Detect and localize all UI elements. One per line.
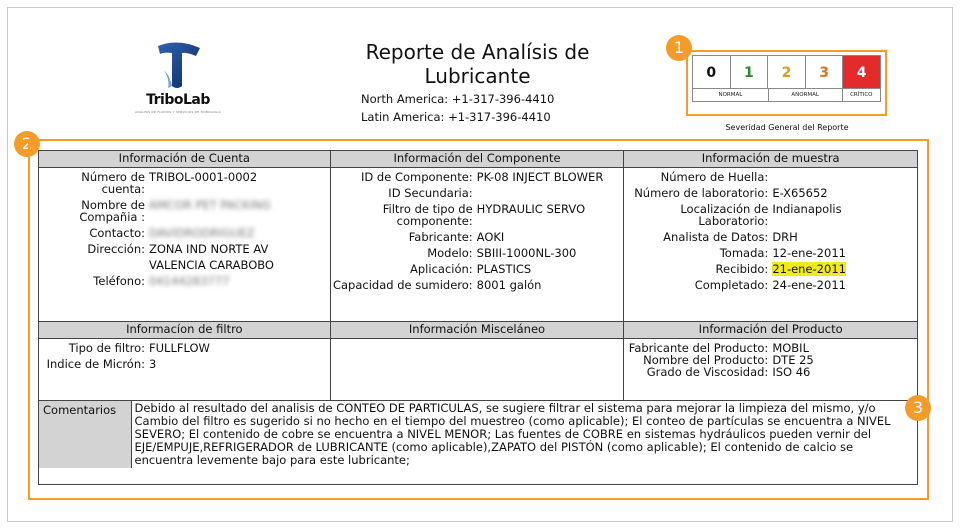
severity-scale <box>686 50 887 116</box>
account-field-label: Nombre de Compañia : <box>79 198 145 224</box>
component-field-label: Aplicación: <box>410 262 473 276</box>
sample-field-label: Analista de Datos: <box>663 230 769 244</box>
sample-field-value: E-X65652 <box>772 186 828 200</box>
severity-level-1: 1 <box>731 56 769 88</box>
product-info <box>624 339 918 401</box>
filter-info <box>39 339 331 401</box>
component-field-label: Capacidad de sumidero: <box>332 278 473 292</box>
comments-row <box>39 401 917 468</box>
component-field-value: PK-08 INJECT BLOWER <box>476 170 604 184</box>
callout-badge-1: 1 <box>666 35 692 61</box>
filter-field-value: FULLFLOW <box>149 341 210 355</box>
callout-badge-2: 2 <box>14 131 40 157</box>
account-field-label: Contacto: <box>89 226 145 240</box>
sample-field-label: Tomada: <box>719 246 769 260</box>
sample-field-value: Indianapolis <box>772 202 842 216</box>
sample-field-label: Número de laboratorio: <box>634 186 769 200</box>
severity-labels <box>692 89 881 102</box>
phone-latin-america: Latin America: +1-317-396-4410 <box>361 110 551 124</box>
comments-text: Debido al resultado del analisis de CONTEO DE PARTICULAS, se sugiere filtrar el sistema para mejorar la limpieza del mismo, y/o Cambio del filtro es sugerido si no hecho en el tiempo del muestreo (como aplicable); El conteo de partículas se encuentra a NIVEL SEVERO; El contenido de cobre se encuentra a NIVEL MENOR; Las fuentes de COBRE en sistemas hydráulicos pueden vernir del EJE/EMPUJE,REFRIGERADOR de LUBRICANTE (como aplicable),ZAPATO del PISTÓN (como aplicable); El contenido de calcio se encuentra levemente bajo para este lubricante; <box>134 401 891 467</box>
phone-numbers <box>361 90 554 126</box>
severity-label-anormal: ANORMAL <box>768 89 843 101</box>
filter-header: Informacíon de filtro <box>39 322 331 339</box>
severity-label-critico: CRÍTICO <box>850 92 873 98</box>
report-table <box>38 150 918 485</box>
account-info <box>39 168 331 322</box>
component-field-value: 8001 galón <box>476 278 542 292</box>
account-field-label: Dirección: <box>87 242 145 256</box>
account-field-label: Teléfono: <box>93 274 145 288</box>
product-field-label: Nombre del Producto: <box>643 353 769 367</box>
component-field-label: ID Secundaria: <box>388 186 473 200</box>
sample-field-value: DRH <box>772 230 798 244</box>
component-header: Información del Componente <box>330 151 624 168</box>
sample-field-label: Recibido: <box>715 262 769 276</box>
account-field-value: TRIBOL-0001-0002 <box>149 170 258 184</box>
account-field-value: AMCOR PET PACKING <box>149 198 271 212</box>
highlighted-date: 21-ene-2011 <box>772 262 846 276</box>
severity-level-3: 3 <box>806 56 844 88</box>
callout-badge-3: 3 <box>905 395 931 421</box>
sample-field-value: 12-ene-2011 <box>772 246 846 260</box>
sample-info <box>624 168 918 322</box>
sample-header: Información de muestra <box>624 151 918 168</box>
component-field-value: HYDRAULIC SERVO <box>476 202 586 216</box>
component-field-value: SBIII-1000NL-300 <box>476 246 577 260</box>
account-field-value: VALENCIA CARABOBO <box>149 258 274 272</box>
product-field-value: ISO 46 <box>772 365 811 379</box>
filter-field-value: 3 <box>149 357 157 371</box>
account-field-value: DAVIDRODRIGUEZ <box>149 226 255 240</box>
product-field-value: MOBIL <box>772 341 809 355</box>
component-field-value <box>477 187 622 199</box>
filter-field-label: Indice de Micrón: <box>46 357 145 371</box>
tribolab-logo <box>128 40 228 120</box>
sample-field-value <box>772 171 915 183</box>
report-title: Reporte de Analísis de Lubricante <box>365 40 590 88</box>
product-header: Información del Producto <box>624 322 918 339</box>
account-field-value: ZONA IND NORTE AV <box>149 242 269 256</box>
severity-caption: Severidad General del Reporte <box>725 123 849 132</box>
product-field-value: DTE 25 <box>772 353 814 367</box>
severity-level-2: 2 <box>768 56 806 88</box>
sample-field-value <box>772 263 915 275</box>
component-field-label: Fabricante: <box>408 230 473 244</box>
misc-header: Información Misceláneo <box>330 322 624 339</box>
logo-wordmark: TriboLab <box>146 92 210 108</box>
account-field-label: Número de cuenta: <box>81 170 145 196</box>
sample-field-label: Número de Huella: <box>660 170 769 184</box>
account-field-label <box>41 259 145 271</box>
severity-level-4: 4 <box>843 56 880 88</box>
account-field-value: 04144283777 <box>149 274 230 288</box>
sample-field-label: Completado: <box>694 278 769 292</box>
severity-levels <box>692 55 881 89</box>
misc-info <box>330 339 624 401</box>
account-header: Información de Cuenta <box>39 151 331 168</box>
filter-field-label: Tipo de filtro: <box>68 341 145 355</box>
severity-level-0: 0 <box>693 56 731 88</box>
severity-label-normal: NORMAL <box>718 92 743 98</box>
component-field-label: Modelo: <box>427 246 473 260</box>
sample-field-label: Localización de Laboratorio: <box>680 202 769 228</box>
comments-label: Comentarios <box>39 401 131 468</box>
component-field-label: ID de Componente: <box>361 170 473 184</box>
tribolab-logo-icon <box>150 40 206 92</box>
product-field-label: Fabricante del Producto: <box>628 341 769 355</box>
sample-field-value: 24-ene-2011 <box>772 278 846 292</box>
component-field-value: AOKI <box>476 230 505 244</box>
component-info <box>330 168 624 322</box>
component-field-value: PLASTICS <box>476 262 532 276</box>
phone-north-america: North America: +1-317-396-4410 <box>361 92 555 106</box>
logo-tagline: ANÁLISIS DE FLUIDOS Y SERVICIOS DE TRIBOLOGÍA <box>135 110 221 114</box>
component-field-label: Filtro de tipo de componente: <box>382 202 473 228</box>
product-field-label: Grado de Viscosidad: <box>646 365 769 379</box>
